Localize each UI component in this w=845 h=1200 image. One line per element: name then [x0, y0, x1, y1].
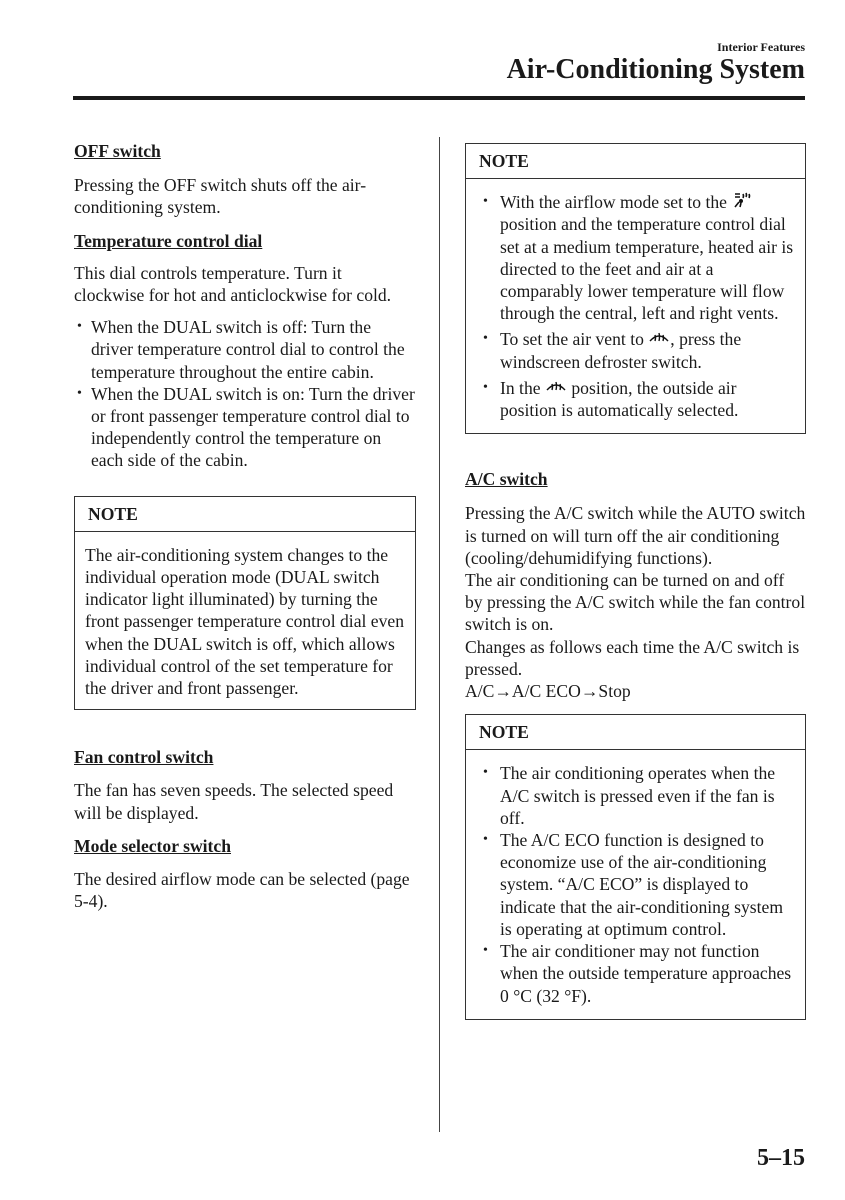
off-switch-text: Pressing the OFF switch shuts off the air-conditioning system. — [74, 175, 367, 218]
bullet-text: position and the temperature control dial set at a medium temperature, heated air is directed to the feet and air at a comparably lower temperature will flow through the central, left and right vents. — [500, 214, 794, 324]
note-label: NOTE — [466, 144, 805, 179]
note-box-airflow — [465, 143, 806, 434]
column-divider — [439, 137, 440, 1132]
temperature-dial-heading: Temperature control dial — [74, 230, 263, 251]
ac-switch-text-1: Pressing the A/C switch while the AUTO switch is turned on will turn off the air conditioning (cooling/dehumidifying functions). — [465, 503, 806, 568]
bullet-text: To set the air vent to — [500, 329, 644, 350]
right-column — [465, 143, 806, 1020]
list-item: • When the DUAL switch is off: Turn the driver temperature control dial to control the temperature throughout the entire cabin. — [74, 316, 416, 383]
mode-selector-heading: Mode selector switch — [74, 835, 231, 856]
ac-switch-heading: A/C switch — [465, 469, 548, 490]
bullet-text: With the airflow mode set to the — [500, 192, 727, 213]
list-item: • The air conditioner may not function when the outside temperature approaches 0 °C (32 °F). — [476, 940, 795, 1007]
airflow-note-bullets — [476, 191, 795, 421]
fan-control-heading: Fan control switch — [74, 747, 214, 768]
bullet-text: In the — [500, 377, 541, 398]
section-label: Interior Features — [717, 40, 805, 54]
page-title: Air-Conditioning System — [506, 54, 805, 85]
windscreen-defrost-icon — [545, 378, 567, 394]
off-switch-heading: OFF switch — [74, 141, 161, 161]
list-item — [476, 328, 795, 372]
bullet-text: position, the outside air position is automatically selected. — [500, 377, 739, 421]
page-number: 5–15 — [757, 1145, 805, 1171]
windscreen-defrost-icon — [648, 329, 670, 345]
foot-defrost-mode-icon — [731, 192, 753, 208]
list-item — [476, 191, 795, 324]
mode-selector-text: The desired airflow mode can be selected (page 5-4). — [74, 869, 410, 912]
bullet-text: , press the windscreen defroster switch. — [500, 329, 742, 372]
ac-switch-text-2: The air conditioning can be turned on and off by pressing the A/C switch while the fan control switch is on. — [465, 570, 806, 635]
list-item — [476, 377, 795, 421]
list-item: • The air conditioning operates when the A/C switch is pressed even if the fan is off. — [476, 762, 795, 829]
left-column — [74, 140, 416, 912]
note-box-ac — [465, 714, 806, 1019]
note-label: NOTE — [75, 497, 415, 532]
ac-mode-sequence: A/C→A/C ECO→Stop — [465, 681, 631, 702]
note-body — [466, 750, 805, 1018]
fan-control-text: The fan has seven speeds. The selected speed will be displayed. — [74, 780, 394, 823]
ac-switch-text-3: Changes as follows each time the A/C switch is pressed. — [465, 636, 800, 679]
note-box-dual — [74, 496, 416, 711]
note-text: The air-conditioning system changes to the individual operation mode (DUAL switch indicator light illuminated) by turning the front passenger temperature control dial even when the DUAL switch is off, which allows individual control of the set temperature for the driver and front passenger. — [85, 544, 404, 699]
header-rule — [73, 96, 805, 100]
list-item: • When the DUAL switch is on: Turn the driver or front passenger temperature control dial to independently control the temperature on each side of the cabin. — [74, 383, 416, 472]
note-label: NOTE — [466, 715, 805, 750]
ac-note-bullets — [476, 762, 795, 1006]
note-body — [466, 179, 805, 433]
temperature-dial-text: This dial controls temperature. Turn it clockwise for hot and anticlockwise for cold. — [74, 262, 392, 306]
list-item: • The A/C ECO function is designed to economize use of the air-conditioning system. “A/C ECO” is displayed to indicate that the air-conditioning system is operating at optimum control. — [476, 829, 795, 940]
temperature-bullets — [74, 316, 416, 471]
